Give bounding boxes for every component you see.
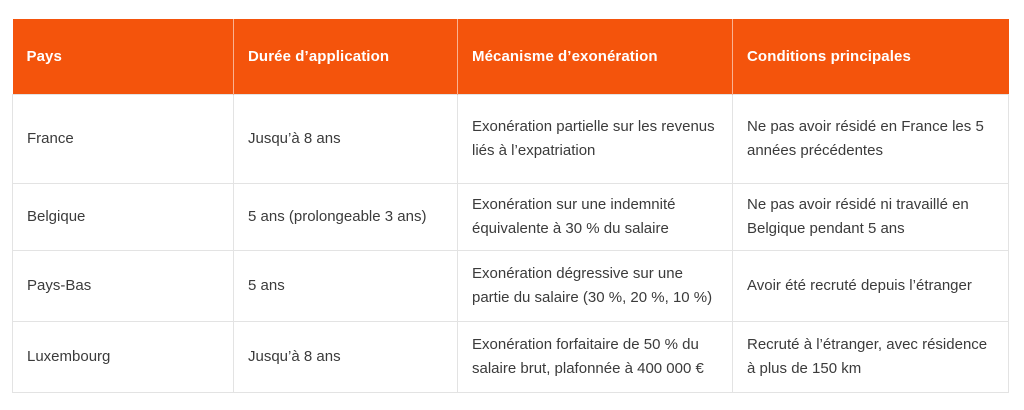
cell-conditions: Avoir été recruté depuis l’étranger: [733, 251, 1009, 322]
cell-mechanism: Exonération sur une indemnité équivalente à 30 % du salaire: [458, 184, 733, 251]
cell-conditions: Ne pas avoir résidé ni travaillé en Belgique pendant 5 ans: [733, 184, 1009, 251]
cell-duration: 5 ans (prolongeable 3 ans): [234, 184, 458, 251]
cell-mechanism: Exonération partielle sur les revenus liés à l’expatriation: [458, 95, 733, 184]
table-row-belgique: [13, 184, 1009, 251]
cell-country: Luxembourg: [13, 322, 234, 393]
header-cell-duree: Durée d’application: [234, 19, 458, 95]
cell-mechanism: Exonération forfaitaire de 50 % du salaire brut, plafonnée à 400 000 €: [458, 322, 733, 393]
expatriate-exemption-table: [12, 19, 1009, 393]
table-row-france: [13, 95, 1009, 184]
header-cell-conditions: Conditions principales: [733, 19, 1009, 95]
cell-conditions: Recruté à l’étranger, avec résidence à plus de 150 km: [733, 322, 1009, 393]
cell-country: Belgique: [13, 184, 234, 251]
cell-country: Pays-Bas: [13, 251, 234, 322]
cell-mechanism: Exonération dégressive sur une partie du salaire (30 %, 20 %, 10 %): [458, 251, 733, 322]
header-cell-mecanisme: Mécanisme d’exonération: [458, 19, 733, 95]
cell-duration: Jusqu’à 8 ans: [234, 95, 458, 184]
table-row-luxembourg: [13, 322, 1009, 393]
table-header-row: [13, 19, 1009, 95]
table-row-pays-bas: [13, 251, 1009, 322]
cell-duration: Jusqu’à 8 ans: [234, 322, 458, 393]
cell-duration: 5 ans: [234, 251, 458, 322]
cell-country: France: [13, 95, 234, 184]
header-cell-pays: Pays: [13, 19, 234, 95]
cell-conditions: Ne pas avoir résidé en France les 5 années précédentes: [733, 95, 1009, 184]
